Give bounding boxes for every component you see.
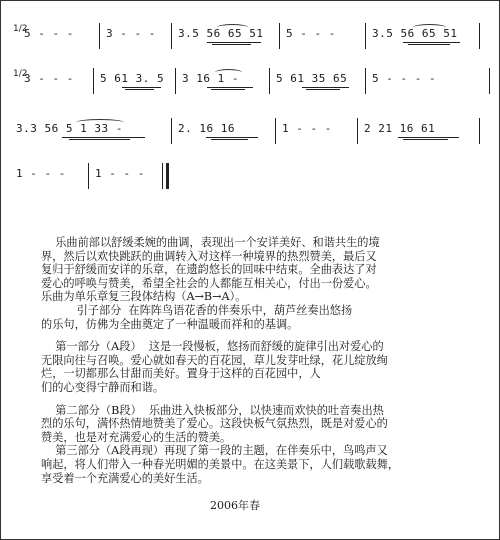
measure — [13, 164, 88, 188]
prose-paragraph: 第二部分（B段） 乐曲进入快板部分，以快速而欢快的吐音奏出热 烈的乐句，满怀热情地赞美了爱心。这段快板气氛热烈，既是对爱心的 赞美，也是对充满爱心的生活的赞美。 — [41, 403, 388, 444]
bar-line — [93, 68, 94, 94]
bar-line — [162, 163, 163, 189]
measure-notes: 1 - - - — [16, 167, 66, 180]
bar-line — [279, 23, 280, 49]
bar-line — [365, 23, 366, 49]
beam-lines — [182, 87, 266, 90]
program-notes — [41, 236, 471, 485]
beam-lines — [95, 182, 159, 185]
beam-lines — [178, 137, 272, 140]
score-system-2 — [13, 66, 483, 96]
bar-line — [175, 68, 176, 94]
measure-notes: 5 - - - — [24, 27, 74, 40]
measure — [361, 119, 479, 143]
bar-line — [365, 68, 366, 94]
beam-lines — [372, 87, 486, 90]
beam-lines — [282, 137, 354, 140]
bar-line — [489, 68, 490, 94]
beam-lines — [100, 87, 172, 90]
beam-lines — [106, 42, 168, 45]
bar-line — [171, 23, 172, 49]
beam-lines — [16, 182, 85, 185]
score-system-3 — [13, 116, 483, 146]
measure — [369, 24, 479, 48]
score-system-4 — [13, 161, 483, 191]
measure-notes: 3 - - - — [106, 27, 156, 40]
measure-notes: 5 - - - - — [372, 72, 437, 85]
measure — [283, 24, 365, 48]
measure-notes: 1 - - - — [95, 167, 145, 180]
measure-notes: 3.5 56 65 51 — [178, 27, 264, 40]
prose-paragraph: 乐曲前部以舒缓柔婉的曲调，表现出一个安详美好、和谐共生的境 界，然后以欢快跳跃的曲调转入对这样一种境界的热烈赞美，最后又 复归于舒缓而安详的乐章，在遗韵悠长的回味中结束。全曲表达了对 爱心的呼唤与赞美，希望全社会的人都能互相关心，付出一份爱心。 乐曲为单乐章复三段体结构（A→B→A）。 — [41, 236, 380, 304]
measure-notes: 5 61 3. 5 — [100, 72, 165, 85]
paragraph-gap — [41, 395, 471, 404]
slur-mark — [413, 24, 446, 31]
measure — [21, 69, 93, 93]
beam-lines — [276, 87, 362, 90]
measure — [97, 69, 175, 93]
measure-notes: 1 - - - — [282, 122, 332, 135]
bar-line — [171, 118, 172, 144]
measure-notes: 3 - - - — [24, 72, 74, 85]
slur-mark — [215, 69, 242, 76]
beam-lines — [286, 42, 362, 45]
bar-line — [479, 23, 480, 49]
time-signature-mark: 1/2 — [13, 24, 28, 34]
numbered-musical-score — [1, 1, 499, 201]
measure — [369, 69, 489, 93]
bar-line — [275, 118, 276, 144]
slur-mark — [217, 24, 248, 31]
prose-paragraph: 第三部分（A段再现）再现了第一段的主题，在伴奏乐中，鸟鸣声又 响起，将人们带入一种春光明媚的美景中。在这美景下，人们载歌载舞， 享受着一个充满爱心的美好生活。 — [41, 444, 400, 485]
measure — [13, 119, 171, 143]
measure-notes: 5 - - - — [286, 27, 336, 40]
bar-line — [88, 163, 89, 189]
final-bar-line — [166, 163, 169, 189]
beam-lines — [364, 137, 476, 140]
measure-notes: 5 61 35 65 — [276, 72, 348, 85]
measure — [273, 69, 365, 93]
measure — [92, 164, 162, 188]
score-system-1 — [13, 21, 483, 51]
measure — [21, 24, 99, 48]
beam-lines — [178, 42, 276, 45]
paragraph-gap — [41, 331, 471, 340]
date-signature: 2006年春 — [210, 499, 260, 512]
bar-line — [479, 118, 480, 144]
prose-paragraph: 第一部分（A段） 这是一段慢板，悠扬而舒缓的旋律引出对爱心的 无限向往与召唤。爱心就如春天的百花园，草儿发芽吐绿，花儿绽放绚 烂，一切都那么甘甜而美好。置身于这样的百花园中，人 们的心变得宁静而和谐。 — [41, 340, 388, 394]
measure-notes: 3 16 1 - — [182, 72, 239, 85]
beam-lines — [24, 42, 96, 45]
beam-lines — [372, 42, 476, 45]
measure — [103, 24, 171, 48]
measure — [175, 119, 275, 143]
measure — [279, 119, 357, 143]
measure-notes: 2. 16 16 — [178, 122, 235, 135]
measure-notes: 2 21 16 61 — [364, 122, 436, 135]
beam-lines — [24, 87, 90, 90]
prose-paragraph: 引子部分 在阵阵鸟语花香的伴奏乐中，葫芦丝奏出悠扬 的乐句，仿佛为全曲奠定了一种温暖而祥和的基调。 — [41, 303, 353, 331]
measure-notes: 3.3 56 5 1 33 - — [16, 122, 123, 135]
slur-mark — [76, 119, 123, 126]
time-signature-mark: 1/2 — [13, 69, 28, 79]
measure — [179, 69, 269, 93]
bar-line — [357, 118, 358, 144]
bar-line — [99, 23, 100, 49]
measure — [175, 24, 279, 48]
bar-line — [269, 68, 270, 94]
measure-notes: 3.5 56 65 51 — [372, 27, 458, 40]
beam-lines — [16, 137, 168, 140]
